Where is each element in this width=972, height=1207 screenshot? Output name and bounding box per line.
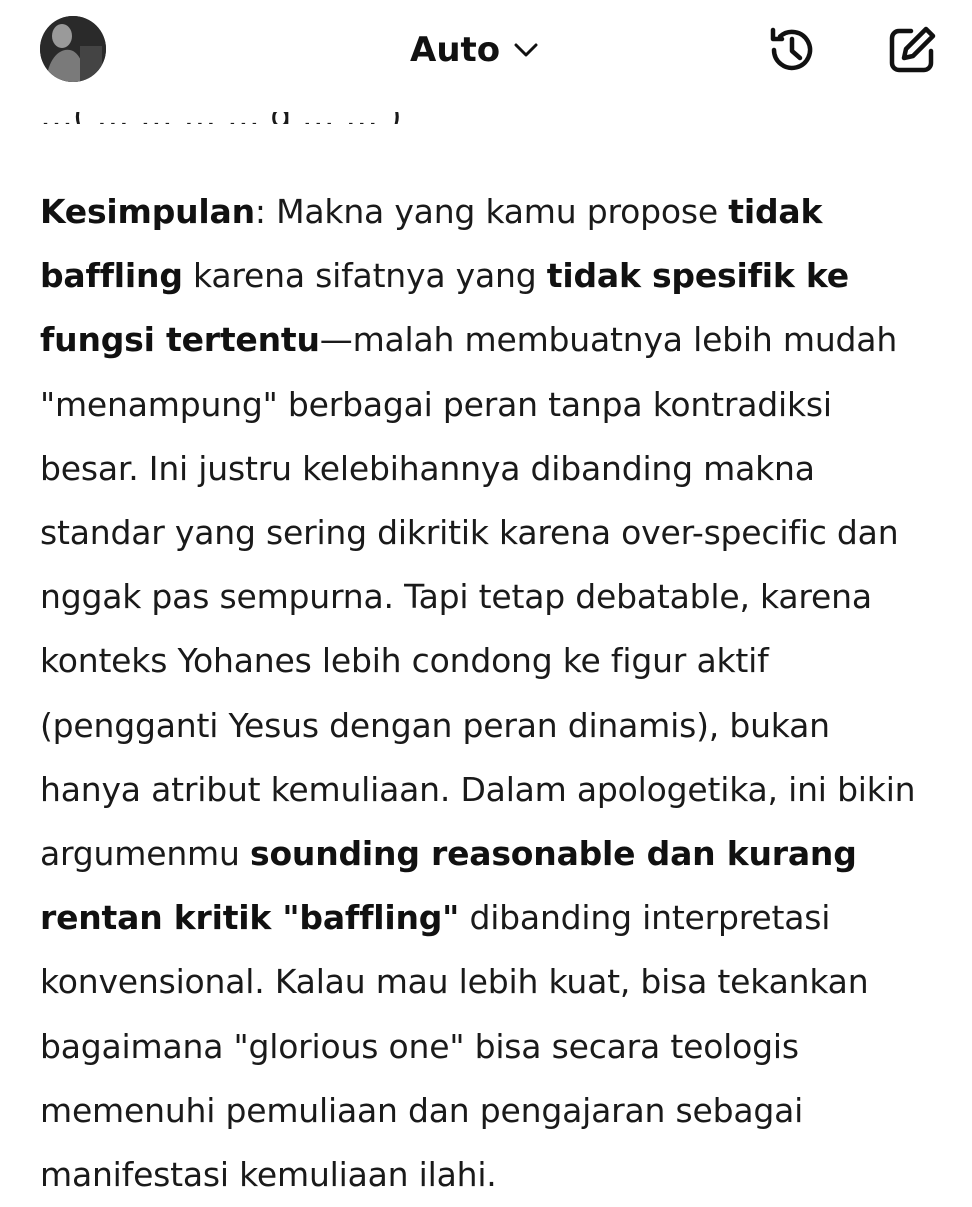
avatar-image: [40, 16, 106, 82]
bold-phrase: sounding reasonable dan kurang rentan kritik "baffling": [40, 834, 857, 938]
new-chat-button[interactable]: [884, 22, 940, 78]
new-chat-icon: [884, 22, 940, 78]
top-bar: [0, 0, 972, 112]
model-selector[interactable]: [410, 24, 538, 76]
bold-phrase: tidak baffling: [40, 192, 823, 296]
text-segment: —malah membuatnya lebih mudah "menampung" berbagai peran tanpa kontradiksi besar. Ini justru kelebihannya dibanding makna standar yang sering dikritik karena over-specific dan nggak pas sempurna. Tapi tetap debatable, karena konteks Yohanes lebih condong ke figur aktif (pengganti Yesus dengan peran dinamis), bukan hanya atribut kemuliaan. Dalam apologetika, ini bikin argumenmu: [40, 320, 916, 874]
message-paragraph: [40, 180, 940, 1207]
bold-phrase: tidak spesifik ke fungsi tertentu: [40, 256, 849, 360]
text-segment: karena sifatnya yang: [182, 256, 547, 296]
model-label: Auto: [410, 30, 501, 70]
conclusion-label: Kesimpulan: [40, 192, 255, 231]
history-button[interactable]: [764, 22, 820, 78]
chevron-down-icon: [514, 42, 538, 58]
avatar[interactable]: [40, 16, 106, 82]
text-segment: dibanding interpretasi konvensional. Kalau mau lebih kuat, bisa tekankan bagaimana "glorious one" bisa secara teologis memenuhi pemuliaan dan pengajaran sebagai manifestasi kemuliaan ilahi.: [40, 898, 869, 1195]
text-segment: : Makna yang kamu propose: [254, 192, 729, 231]
history-icon: [764, 22, 820, 78]
